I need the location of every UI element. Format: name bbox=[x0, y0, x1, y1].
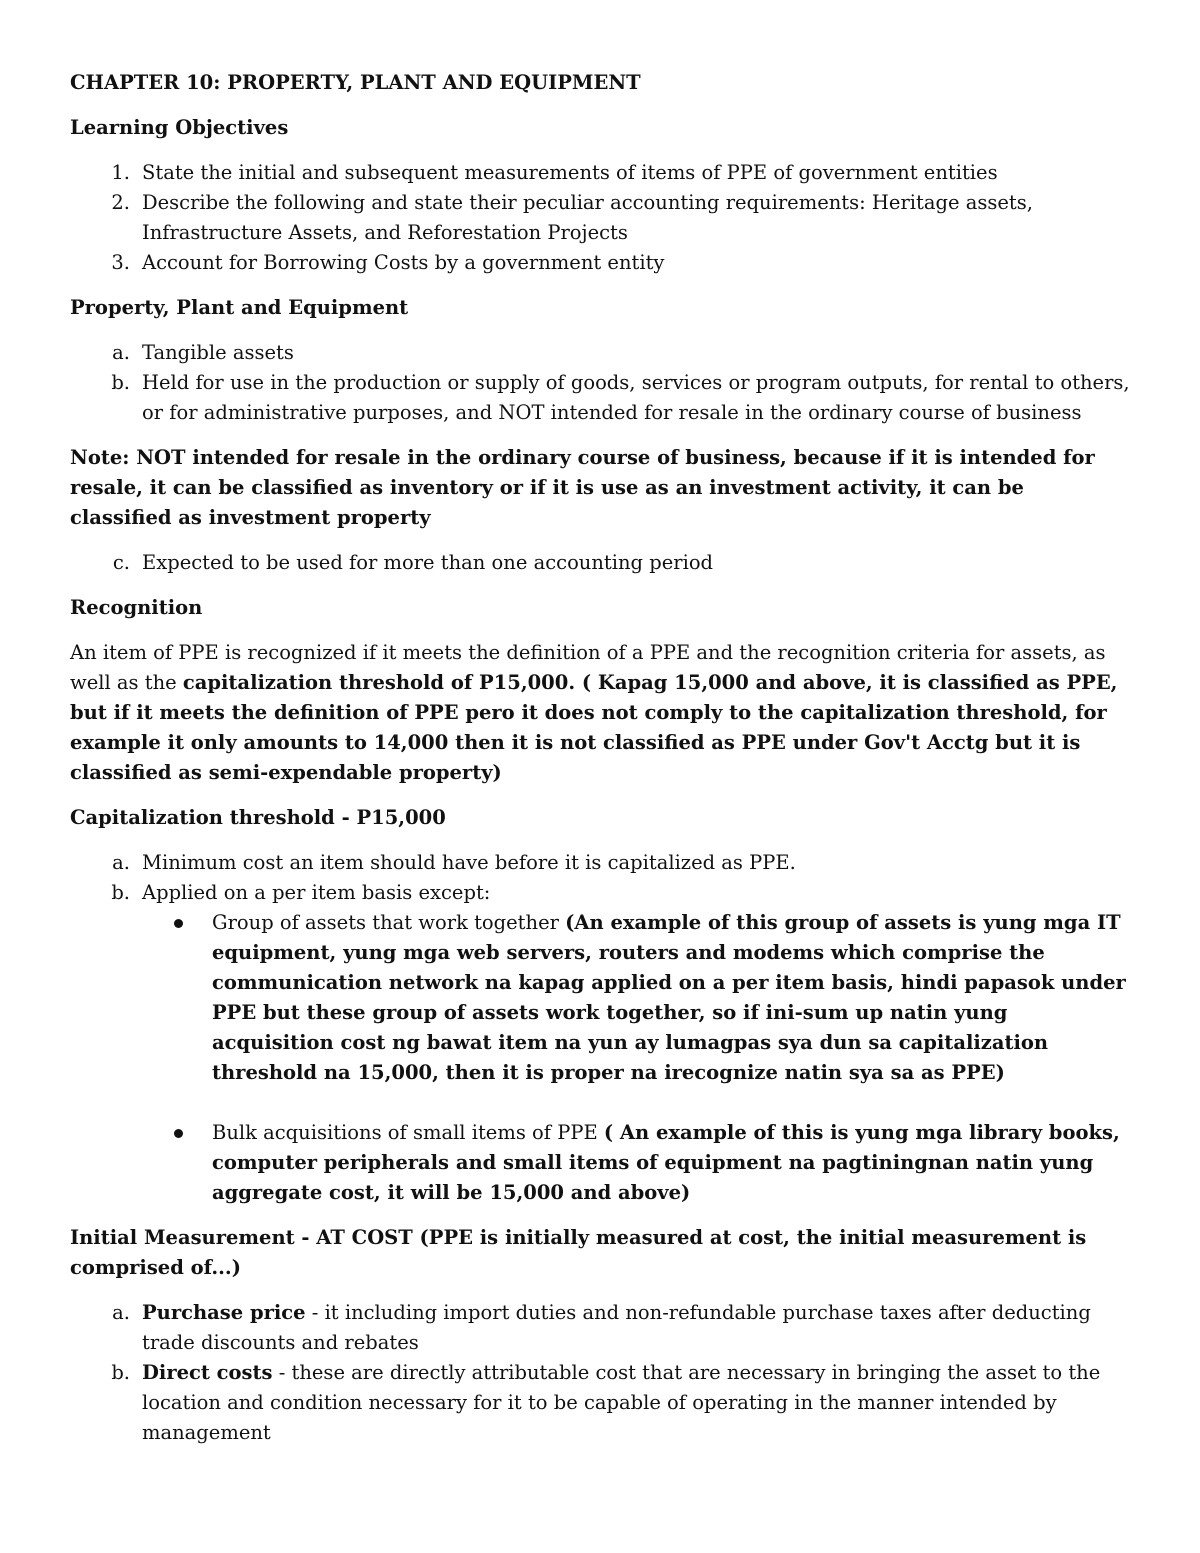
ppe-note: Note: NOT intended for resale in the ordinary course of business, because if it is intended for resale, it can be classified as inventory or if it is use as an investment activity, it can be classified as investment property bbox=[70, 446, 1095, 529]
list-item bbox=[70, 1298, 1132, 1358]
bullet-dot-icon bbox=[174, 1129, 183, 1138]
list-marker: b. bbox=[111, 1361, 130, 1384]
list-marker: 3. bbox=[111, 251, 130, 274]
list-item-text: Held for use in the production or supply of goods, services or program outputs, for rental to others, or for administrative purposes, and NOT intended for resale in the ordinary course of business bbox=[142, 371, 1130, 424]
cap-threshold-heading: Capitalization threshold - P15,000 bbox=[70, 806, 446, 829]
bullet-text: Group of assets that work together bbox=[212, 911, 566, 934]
learning-objectives-heading: Learning Objectives bbox=[70, 116, 289, 139]
list-item bbox=[70, 548, 1132, 578]
term-bold: Purchase price bbox=[142, 1301, 306, 1324]
list-item bbox=[70, 188, 1132, 248]
initial-measurement-list bbox=[70, 1298, 1132, 1448]
list-marker: a. bbox=[112, 1301, 130, 1324]
list-item bbox=[70, 1358, 1132, 1448]
recognition-bold-text: capitalization threshold of P15,000. ( Kapag 15,000 and above, it is classified as PPE, but if it meets the definition of PPE pero it does not comply to the capitalization threshold, for example it only amounts to 14,000 then it is not classified as PPE under Gov't Acctg but it is classified as semi-expendable property) bbox=[70, 671, 1118, 784]
document-page bbox=[70, 68, 1132, 1463]
recognition-paragraph bbox=[70, 638, 1132, 788]
initial-measurement-heading: Initial Measurement - AT COST (PPE is initially measured at cost, the initial measurement is comprised of...) bbox=[70, 1226, 1087, 1279]
list-item bbox=[70, 248, 1132, 278]
bullet-item bbox=[70, 908, 1132, 1088]
list-item-text: - it including import duties and non-refundable purchase taxes after deducting trade discounts and rebates bbox=[142, 1301, 1091, 1354]
list-marker: a. bbox=[112, 851, 130, 874]
spacer bbox=[70, 1088, 1132, 1118]
bullet-dot-icon bbox=[174, 919, 183, 928]
list-marker: a. bbox=[112, 341, 130, 364]
list-marker: 2. bbox=[111, 191, 130, 214]
list-item bbox=[70, 338, 1132, 368]
list-item bbox=[70, 368, 1132, 428]
list-item-text: Describe the following and state their peculiar accounting requirements: Heritage assets, Infrastructure Assets, and Reforestation Projects bbox=[142, 191, 1033, 244]
list-item-text: Account for Borrowing Costs by a government entity bbox=[142, 251, 665, 274]
list-item-text: Minimum cost an item should have before it is capitalized as PPE. bbox=[142, 851, 796, 874]
exception-bullet-list bbox=[70, 908, 1132, 1208]
list-item-text: Applied on a per item basis except: bbox=[142, 881, 491, 904]
ppe-heading: Property, Plant and Equipment bbox=[70, 296, 409, 319]
list-item bbox=[70, 848, 1132, 878]
list-marker: 1. bbox=[111, 161, 130, 184]
list-marker: b. bbox=[111, 881, 130, 904]
cap-threshold-list bbox=[70, 848, 1132, 908]
bullet-bold-text: (An example of this group of assets is yung mga IT equipment, yung mga web servers, routers and modems which comprise the communication network na kapag applied on a per item basis, hindi papasok under PPE but these group of assets work together, so if ini-sum up natin yung acquisition cost ng bawat item na yun ay lumagpas sya dun sa capitalization threshold na 15,000, then it is proper na irecognize natin sya sa as PPE) bbox=[212, 911, 1126, 1084]
chapter-title: CHAPTER 10: PROPERTY, PLANT AND EQUIPMENT bbox=[70, 71, 641, 94]
recognition-text: An item of PPE is recognized if it meets the definition of a PPE and the recognition criteria for assets, as well as the bbox=[70, 641, 1106, 694]
ppe-list bbox=[70, 338, 1132, 428]
list-item-text: Tangible assets bbox=[142, 341, 294, 364]
list-item bbox=[70, 878, 1132, 908]
ppe-list-continued bbox=[70, 548, 1132, 578]
learning-objectives-list bbox=[70, 158, 1132, 278]
list-marker: b. bbox=[111, 371, 130, 394]
list-marker: c. bbox=[112, 551, 130, 574]
bullet-text: Bulk acquisitions of small items of PPE bbox=[212, 1121, 604, 1144]
list-item-text: State the initial and subsequent measurements of items of PPE of government entities bbox=[142, 161, 998, 184]
term-bold: Direct costs bbox=[142, 1361, 273, 1384]
list-item-text: Expected to be used for more than one accounting period bbox=[142, 551, 714, 574]
bullet-bold-text: ( An example of this is yung mga library books, computer peripherals and small items of equipment na pagtiningnan natin yung aggregate cost, it will be 15,000 and above) bbox=[212, 1121, 1120, 1204]
recognition-heading: Recognition bbox=[70, 596, 203, 619]
bullet-item bbox=[70, 1118, 1132, 1208]
list-item bbox=[70, 158, 1132, 188]
list-item-text: - these are directly attributable cost that are necessary in bringing the asset to the location and condition necessary for it to be capable of operating in the manner intended by management bbox=[142, 1361, 1101, 1444]
